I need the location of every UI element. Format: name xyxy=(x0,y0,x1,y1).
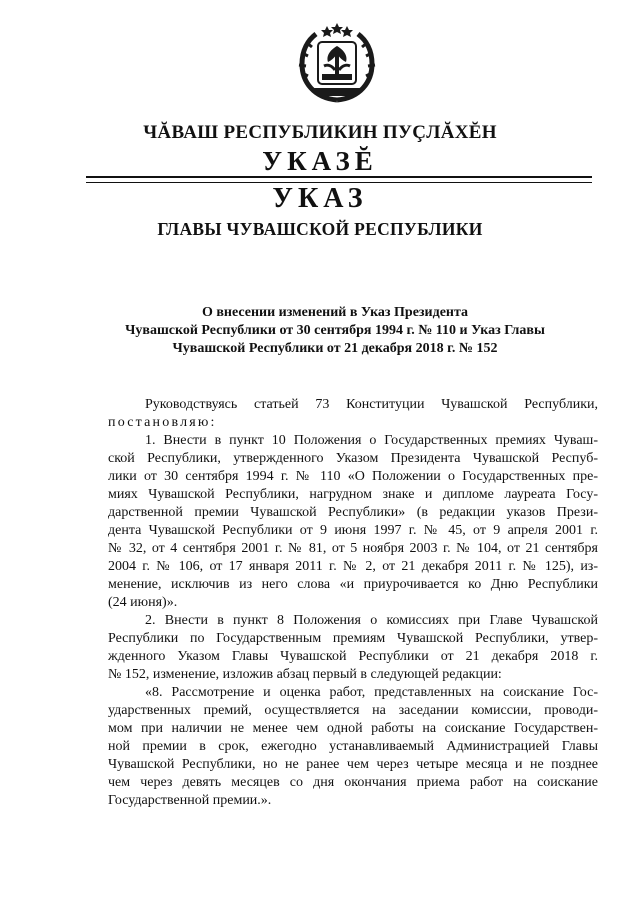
body-line: дарственной премии Чувашской Республики» (в редакции указов Прези- xyxy=(108,505,598,520)
body-line: Руководствуясь статьей 73 Конституции Чувашской Республики, xyxy=(145,397,598,412)
body-line: 1. Внести в пункт 10 Положения о Государственных премиях Чуваш- xyxy=(145,433,598,448)
body-line: № 152, изменение, изложив абзац первый в следующей редакции: xyxy=(108,667,502,682)
body-line: Чувашской Республики, но не ранее чем через четыре месяца и не позднее xyxy=(108,757,598,772)
body-line: чем через девять месяцев со дня окончания приема работ на соискание xyxy=(108,775,598,790)
body-line: (24 июня)». xyxy=(108,595,178,610)
body-line: дента Чувашской Республики от 9 июня 1997 г. № 45, от 9 апреля 2001 г. xyxy=(108,523,598,538)
body-line: Государственной премии.». xyxy=(108,793,272,808)
body-line: Республики по Государственным премиям Чувашской Республики, утвер- xyxy=(108,631,598,646)
subject-line: Чувашской Республики от 30 сентября 1994 г. № 110 и Указ Главы xyxy=(125,323,545,338)
body-line: менение, исключив из него слова «и приурочивается ко Дню Республики xyxy=(108,577,598,592)
body-line: «8. Рассмотрение и оценка работ, представленных на соискание Гос- xyxy=(145,685,598,700)
subject-line: Чувашской Республики от 21 декабря 2018 г. № 152 xyxy=(172,341,498,356)
body-line: ударственных премий, осуществляется на заседании комиссии, проводи- xyxy=(108,703,598,718)
body-line: миях Чувашской Республики, нагрудном знаке и дипломе лауреата Госу- xyxy=(108,487,598,502)
body-line: № 32, от 4 сентября 2001 г. № 81, от 5 ноября 2003 г. № 104, от 21 сентября xyxy=(108,541,598,556)
body-line: жденного Указом Главы Чувашской Республики от 21 декабря 2018 г. xyxy=(108,649,598,664)
body-line: ской Республики, утвержденного Указом Президента Чувашской Респуб- xyxy=(108,451,598,466)
decree-body xyxy=(108,396,598,810)
body-line-resolve: постановляю: xyxy=(108,415,217,430)
russian-header-subtitle: ГЛАВЫ ЧУВАШСКОЙ РЕСПУБЛИКИ xyxy=(157,219,483,239)
body-line: 2. Внести в пункт 8 Положения о комиссиях при Главе Чувашской xyxy=(145,613,598,628)
russian-decree-title: УКАЗ xyxy=(272,183,368,214)
body-line: ной премии в срок, ежегодно устанавливаемый Администрацией Главы xyxy=(108,739,598,754)
header-divider-thick xyxy=(86,176,592,178)
body-line: 2004 г. № 106, от 17 января 2011 г. № 2, от 21 декабря 2011 г. № 125), из- xyxy=(108,559,598,574)
chuvash-header-title: ЧĂВАШ РЕСПУБЛИКИН ПУÇЛĂХĔН xyxy=(143,122,497,143)
body-line: лики от 30 сентября 1994 г. № 110 «О Положении о Государственных пре- xyxy=(108,469,598,484)
subject-line: О внесении изменений в Указ Президента xyxy=(201,305,469,320)
body-line: мом при наличии не менее чем одной работы на соискание Государствен- xyxy=(108,721,598,736)
decree-subject xyxy=(100,304,570,358)
chuvash-republic-emblem-icon xyxy=(294,20,380,106)
chuvash-decree-title: УКАЗĔ xyxy=(262,146,378,176)
